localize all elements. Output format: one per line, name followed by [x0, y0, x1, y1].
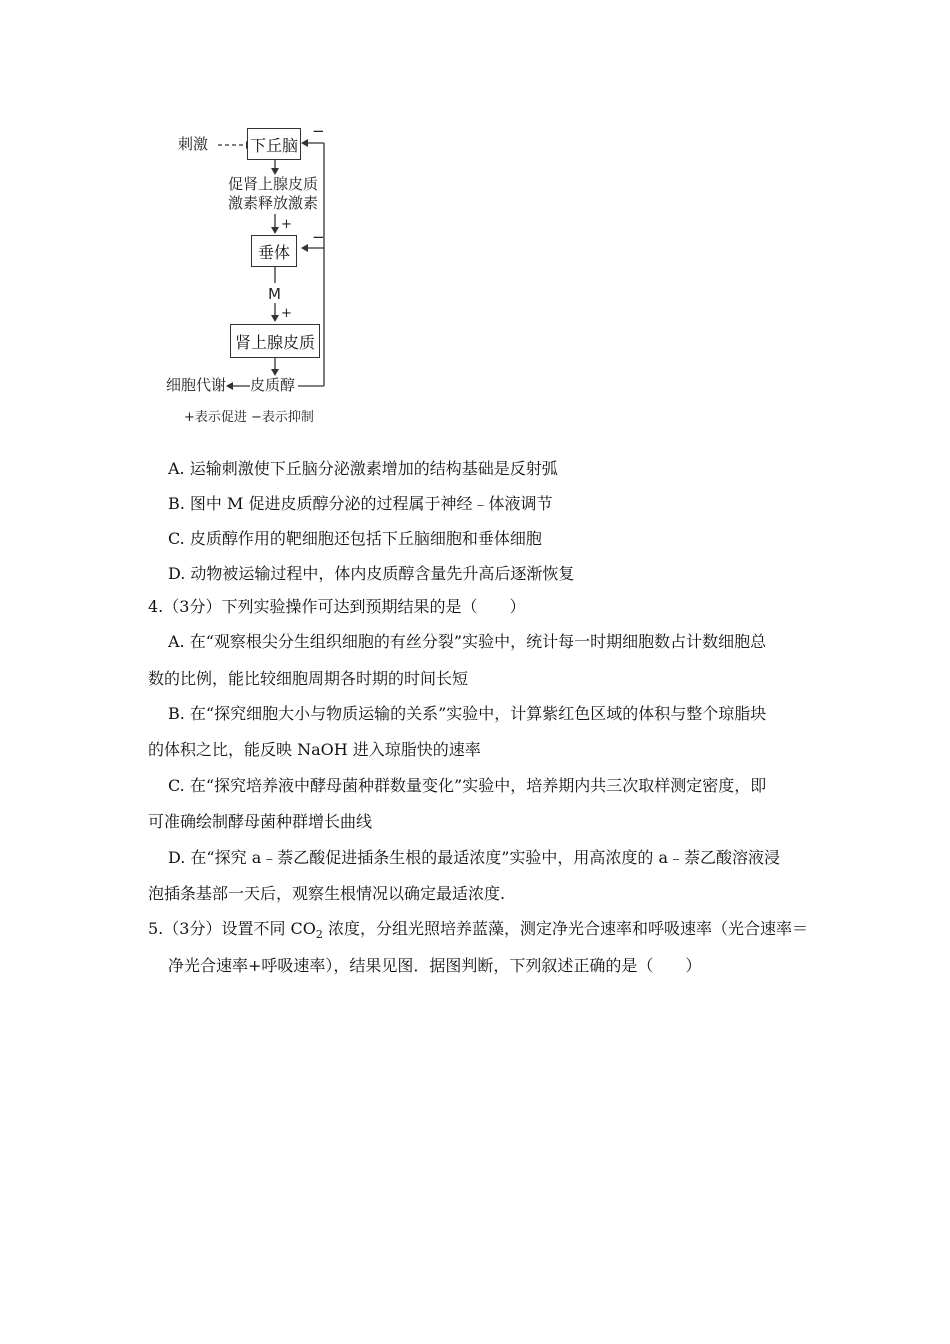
q4-option-a-line1: A. 在“观察根尖分生组织细胞的有丝分裂”实验中，统计每一时期细胞数占计数细胞总	[168, 632, 767, 651]
crh-label-line1: 促肾上腺皮质	[228, 175, 319, 193]
plus-sign-1: +	[281, 217, 292, 232]
adrenal-cortex-box	[230, 324, 320, 358]
cortisol-label: 皮质醇	[250, 376, 296, 394]
q5-co2-subscript: 2	[315, 928, 323, 942]
q4-option-a-line2: 数的比例，能比较细胞周期各时期的时间长短	[148, 669, 469, 688]
adrenal-cortex-label: 肾上腺皮质	[234, 332, 315, 352]
q4-option-c-line1: C. 在“探究培养液中酵母菌种群数量变化”实验中，培养期内共三次取样测定密度，即	[168, 776, 767, 795]
stimulus-label: 刺激	[178, 135, 209, 153]
metabolism-label: 细胞代谢	[166, 376, 227, 394]
q5-stem-post: 浓度，分组光照培养蓝藻，测定净光合速率和呼吸速率（光合速率＝	[322, 919, 808, 938]
q3-option-a: A. 运输刺激使下丘脑分泌激素增加的结构基础是反射弧	[168, 459, 558, 478]
q5-stem-line2: 净光合速率+呼吸速率），结果见图．据图判断，下列叙述正确的是（ ）	[168, 956, 702, 975]
q4-option-d-line2: 泡插条基部一天后，观察生根情况以确定最适浓度.	[148, 884, 506, 903]
q4-stem: 4.（3分）下列实验操作可达到预期结果的是（ ）	[148, 597, 526, 616]
q4-option-b-line1: B. 在“探究细胞大小与物质运输的关系”实验中，计算紫红色区域的体积与整个琼脂块	[168, 704, 767, 723]
q5-stem-line1	[148, 917, 808, 947]
crh-label-line2: 激素释放激素	[228, 194, 319, 212]
q3-option-c: C. 皮质醇作用的靶细胞还包括下丘脑细胞和垂体细胞	[168, 529, 542, 548]
hypothalamus-box	[247, 128, 301, 160]
m-label: M	[268, 285, 281, 303]
q3-option-d: D. 动物被运输过程中，体内皮质醇含量先升高后逐渐恢复	[168, 564, 575, 583]
hormone-regulation-diagram	[160, 118, 360, 438]
q4-option-b-line2: 的体积之比，能反映 NaOH 进入琼脂快的速率	[148, 740, 481, 759]
diagram-legend: +表示促进 −表示抑制	[184, 410, 314, 425]
pituitary-label: 垂体	[257, 242, 290, 262]
pituitary-box	[251, 235, 297, 267]
q4-option-d-line1: D. 在“探究 a﹣萘乙酸促进插条生根的最适浓度”实验中，用高浓度的 a﹣萘乙酸溶液浸	[168, 848, 781, 867]
minus-sign-mid: −	[312, 228, 325, 246]
q5-stem-pre: 5.（3分）设置不同 CO	[148, 919, 316, 938]
minus-sign-top: −	[312, 122, 325, 140]
plus-sign-2: +	[281, 306, 292, 321]
hypothalamus-label: 下丘脑	[249, 135, 298, 155]
q4-option-c-line2: 可准确绘制酵母菌种群增长曲线	[148, 812, 373, 831]
q3-option-b: B. 图中 M 促进皮质醇分泌的过程属于神经﹣体液调节	[168, 494, 553, 513]
